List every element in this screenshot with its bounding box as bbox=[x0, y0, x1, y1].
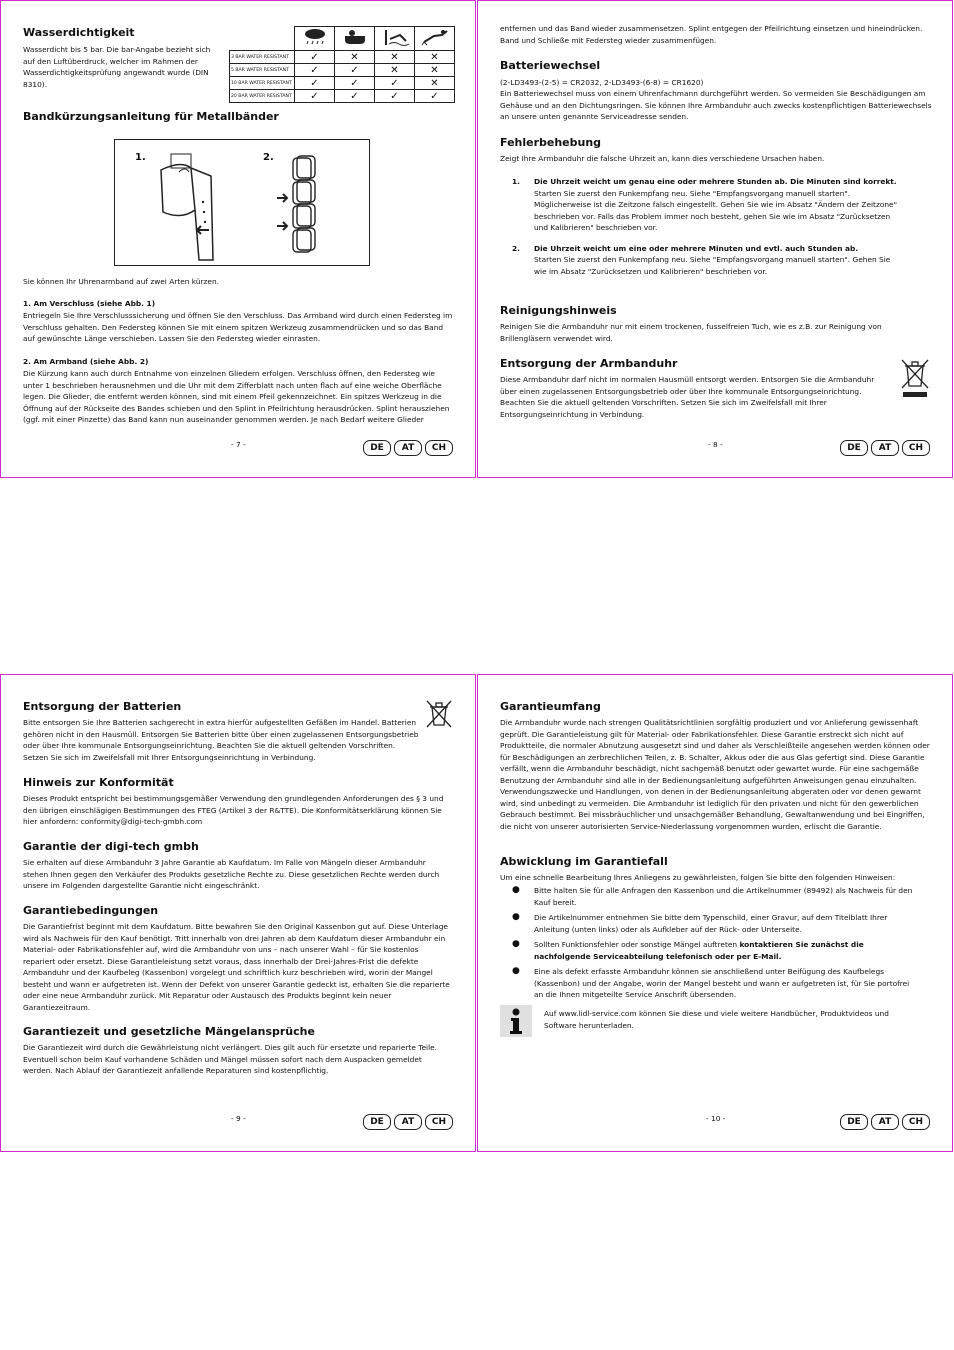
heading-entsorgung-batterien: Entsorgung der Batterien bbox=[23, 700, 182, 713]
subheading-verschluss: 1. Am Verschluss (siehe Abb. 1) bbox=[23, 299, 156, 308]
lang-badge-de: DE bbox=[840, 1114, 868, 1130]
heading-garantieumfang: Garantieumfang bbox=[500, 700, 601, 713]
verschluss-text: Entriegeln Sie Ihre Verschlusssicherung und öffnen Sie den Verschluss. Das Armband wird durch einen Federsteg im Verschluss gehalten. Den Federsteg können Sie mit einem spitzen Werkzeug zusammendrücken und so das Band auf gewünschte Länge verschieben. Lassen Sie den Federsteg wieder einrasten. bbox=[23, 311, 453, 343]
garantie-text: Sie erhalten auf diese Armbanduhr 3 Jahre Garantie ab Kaufdatum. Im Falle von Mängeln dieser Armbanduhr stehen Ihnen gegen den Verkäufer des Produkts gesetzliche Rechte zu. Diese gesetzlichen Rechte werden durch unsere im Folgenden dargestellte Garantie nicht eingeschränkt. bbox=[23, 858, 440, 890]
bath-icon bbox=[335, 27, 375, 51]
crossed-bin-icon bbox=[900, 356, 930, 398]
list-item: 2. Die Uhrzeit weicht um eine oder mehrere Minuten und evtl. auch Stunden ab. Starten Sie zuerst den Funkempfang neu. Siehe "Empfangsvorgang manuell starten". Gehen Sie wie im Absatz "Zurücksetzen und Kalibrieren" beschrieben vor. bbox=[512, 243, 891, 276]
figure-2-label: 2. bbox=[263, 152, 274, 163]
list-item: 1. Die Uhrzeit weicht um genau eine oder mehrere Stunden ab. Die Minuten sind korrekt. Starten Sie zuerst den Funkempfang neu. Siehe "Empfangsvorgang manuell starten". Möglicherweise ist die Zeitzone falsch eingestellt. Gehen Sie wie im Absatz "Ändern der Zeitzone" beschrieben vor. Falls das Problem immer noch besteht, gehen Sie wie im Absatz "Zurücksetzen und Kalibrieren" beschrieben vor. bbox=[512, 177, 897, 232]
lang-badge-de: DE bbox=[363, 440, 391, 456]
table-row: 3 BAR WATER RESISTANT ✓ ✕ ✕ ✕ bbox=[230, 51, 455, 64]
table-row: 10 BAR WATER RESISTANT ✓ ✓ ✓ ✕ bbox=[230, 77, 455, 90]
entsorgung-uhr-text: Diese Armbanduhr darf nicht im normalen Hausmüll entsorgt werden. Entsorgen Sie die Armbanduhr über einen zugelassenen Entsorgungsbetrieb oder über Ihre kommunale Entsorgungseinrichtung. Beachten Sie die aktuell geltenden Vorschriften. Setzen Sie sich im Zweifelsfall mit Ihrer Entsorgungseinrichtung in Verbindung. bbox=[500, 375, 875, 419]
rain-icon bbox=[295, 27, 335, 51]
intro-text: Sie können Ihr Uhrenarmband auf zwei Arten kürzen. bbox=[23, 277, 220, 286]
info-text: Auf www.lidl-service.com können Sie diese und viele weitere Handbücher, Produktvideos und Software herunterladen. bbox=[544, 1009, 889, 1030]
list-item: ● Sollten Funktionsfehler oder sonstige Mängel auftreten kontaktieren Sie zunächst die nachfolgende Serviceabteilung telefonisch oder per E-Mail. bbox=[512, 939, 864, 961]
page-number: - 10 - bbox=[706, 1114, 726, 1123]
abwicklung-list bbox=[500, 885, 920, 1005]
heading-garantiebedingungen: Garantiebedingungen bbox=[23, 904, 159, 917]
garantiezeit-text: Die Garantiezeit wird durch die Gewährleistung nicht verlängert. Dies gilt auch für ersetzte und reparierte Teile. Eventuell schon beim Kauf vorhandene Schäden und Mängel müssen sofort nach dem Auspacken gemeldet werden. Nach Ablauf der Garantiezeit anfallende Reparaturen sind kostenpflichtig. bbox=[23, 1043, 438, 1075]
band-illustration bbox=[114, 139, 370, 266]
info-icon bbox=[500, 1005, 532, 1037]
entsorgung-batterien-text: Bitte entsorgen Sie Ihre Batterien sachgerecht in extra hierfür aufgestellten Gefäßen im Handel. Batterien gehören nicht in den Hausmüll. Entsorgen Sie Batterien bitte über einen zugelassenen Entsorgungsbetrieb oder über Ihre kommunale Entsorgungseinrichtung. Beachten Sie die aktuell geltenden Vorschriften. Setzen Sie sich im Zweifelsfall mit Ihrer Entsorgungseinrichtung in Verbindung. bbox=[23, 718, 419, 762]
page-10 bbox=[477, 674, 953, 1152]
crossed-bin-icon bbox=[425, 699, 453, 729]
lang-badge-ch: CH bbox=[425, 1114, 453, 1130]
page-7 bbox=[0, 0, 476, 478]
heading-bandkuerzung: Bandkürzungsanleitung für Metallbänder bbox=[23, 110, 279, 123]
page-9 bbox=[0, 674, 476, 1152]
swimmer-icon bbox=[375, 27, 415, 51]
list-item: ● Die Artikelnummer entnehmen Sie bitte dem Typenschild, einer Gravur, auf dem Titelblatt Ihrer Anleitung (unten links) oder als Aufkleber auf der Rück- oder Unterseite. bbox=[512, 912, 888, 934]
diver-icon bbox=[415, 27, 455, 51]
language-badges bbox=[840, 440, 930, 456]
water-text: Wasserdicht bis 5 bar. Die bar-Angabe bezieht sich auf den Luftüberdruck, welcher im Rahmen der Wasserdichtigkeitsprüfung angewandt wurde (DIN 8310). bbox=[23, 45, 211, 89]
heading-garantie-digitech: Garantie der digi-tech gmbh bbox=[23, 840, 199, 853]
heading-garantiezeit: Garantiezeit und gesetzliche Mängelansprüche bbox=[23, 1025, 315, 1038]
reinigung-text: Reinigen Sie die Armbanduhr nur mit einem trockenen, fusselfreien Tuch, wie es z.B. zur Reinigung von Brillengläsern verwendet wird. bbox=[500, 322, 882, 343]
heading-wasserdichtigkeit: Wasserdichtigkeit bbox=[23, 26, 135, 39]
lang-badge-de: DE bbox=[363, 1114, 391, 1130]
page-number: - 7 - bbox=[231, 440, 246, 449]
garantiebedingungen-text: Die Garantiefrist beginnt mit dem Kaufdatum. Bitte bewahren Sie den Original Kassenbon gut auf. Diese Unterlage wird als Nachweis für den Kauf benötigt. Tritt innerhalb von drei Jahren ab dem Kaufdatum dieser Armbanduhr ein Material- oder Fabrikationsfehler auf, wird die Armbanduhr von uns – nach unserer Wahl – für Sie kostenlos repariert oder ersetzt. Diese Garantieleistung setzt voraus, dass innerhalb der Drei-Jahres-Frist die defekte Armbanduhr und der Kaufbeleg (Kassenbon) vorgelegt und schriftlich kurz beschrieben wird, worin der Mangel besteht und wann er aufgetreten ist. Wenn der Defekt von unserer Garantie gedeckt ist, erhalten Sie die reparierte oder eine neue Armbanduhr zurück. Mit Reparatur oder Austausch des Produkts beginnt kein neuer Garantiezeitraum. bbox=[23, 922, 450, 1012]
lang-badge-de: DE bbox=[840, 440, 868, 456]
battery-types: (2-LD3493-(2-5) = CR2032, 2-LD3493-(6-8) = CR1620) bbox=[500, 78, 704, 87]
list-item: ● Bitte halten Sie für alle Anfragen den Kassenbon und die Artikelnummer (89492) als Nachweis für den Kauf bereit. bbox=[512, 885, 913, 907]
water-resistance-table bbox=[229, 26, 455, 103]
lang-badge-at: AT bbox=[871, 1114, 899, 1130]
armband-text: Die Kürzung kann auch durch Entnahme von einzelnen Gliedern erfolgen. Verschluss öffnen, den Federsteg wie unter 1 beschrieben herausnehmen und die Uhr mit dem Zifferblatt nach unten flach auf eine weiche Oberfläche legen. Die Glieder, die entfernt werden können, sind mit einem Pfeil gekennzeichnet. Ein spitzes Werkzeug in die Öffnung auf der Rückseite des Bandes schieben und den Splint in Pfeilrichtung herausdrücken. Splint herausziehen (ggf. mit einer Pinzette) das Band kann nun auseinander genommen werden. Je nach Bedarf weitere Glieder bbox=[23, 369, 450, 424]
clasp-drawing bbox=[151, 150, 231, 262]
figure-1-label: 1. bbox=[135, 152, 146, 163]
subheading-armband: 2. Am Armband (siehe Abb. 2) bbox=[23, 357, 149, 366]
garantieumfang-text: Die Armbanduhr wurde nach strengen Qualitätsrichtlinien sorgfältig produziert und vor Anlieferung gewissenhaft geprüft. Die Garantieleistung gilt für Material- oder Fabrikationsfehler. Diese Garantie erstreckt sich nicht auf Produktteile, die normaler Abnutzung ausgesetzt sind und daher als Verschleißteile angesehen werden können oder für Beschädigungen an zerbrechlichen Teilen, z. B. Schalter, Akkus oder die aus Glas gefertigt sind. Diese Garantie verfällt, wenn die Armbanduhr beschädigt, nicht sachgemäß benutzt oder gewartet wurde. Für eine sachgemäße Benutzung der Armbanduhr sind alle in der Bedienungsanleitung aufgeführten Anweisungen genau einzuhalten. Verwendungszwecke und Handlungen, von denen in der Bedienungsanleitung abgeraten oder vor denen gewarnt wird, sind unbedingt zu vermeiden. Die Armbanduhr ist lediglich für den privaten und nicht für den gewerblichen Gebrauch bestimmt. Bei missbräuchlicher und unsachgemäßer Behandlung, Gewaltanwendung und bei Eingriffen, die nicht von unserer autorisierten Service-Niederlassung vorgenommen wurden, erlischt die Garantie. bbox=[500, 718, 930, 831]
lang-badge-at: AT bbox=[394, 440, 422, 456]
language-badges bbox=[840, 1114, 930, 1130]
heading-reinigung: Reinigungshinweis bbox=[500, 304, 617, 317]
lang-badge-ch: CH bbox=[425, 440, 453, 456]
heading-konformitaet: Hinweis zur Konformität bbox=[23, 776, 174, 789]
page-number: - 9 - bbox=[231, 1114, 246, 1123]
lang-badge-at: AT bbox=[394, 1114, 422, 1130]
band-links-drawing bbox=[275, 154, 335, 264]
language-badges bbox=[363, 440, 453, 456]
heading-entsorgung-uhr: Entsorgung der Armbanduhr bbox=[500, 357, 678, 370]
battery-text: Ein Batteriewechsel muss von einem Uhrenfachmann durchgeführt werden. So vermeiden Sie Beschädigungen am Gehäuse und an den Dichtungsringen. Sie können Ihre Armbanduhr auch zwecks kostenpflichtigen Batteriewechsels an unsere unten genannte Serviceadresse senden. bbox=[500, 89, 932, 121]
table-row: 5 BAR WATER RESISTANT ✓ ✓ ✕ ✕ bbox=[230, 64, 455, 77]
list-item: ● Eine als defekt erfasste Armbanduhr können sie anschließend unter Beifügung des Kaufbelegs (Kassenbon) und der Angabe, worin der Mangel besteht und wann er aufgetreten ist, für Sie portofrei an die Ihnen mitgeteilte Service Anschrift übersenden. bbox=[512, 966, 910, 999]
page-8 bbox=[477, 0, 953, 478]
lang-badge-ch: CH bbox=[902, 1114, 930, 1130]
fehler-list bbox=[500, 176, 900, 286]
page-number: - 8 - bbox=[708, 440, 723, 449]
fehler-intro: Zeigt Ihre Armbanduhr die falsche Uhrzeit an, kann dies verschiedene Ursachen haben. bbox=[500, 154, 825, 163]
heading-abwicklung: Abwicklung im Garantiefall bbox=[500, 855, 668, 868]
table-row: 20 BAR WATER RESISTANT ✓ ✓ ✓ ✓ bbox=[230, 90, 455, 103]
heading-batteriewechsel: Batteriewechsel bbox=[500, 59, 601, 72]
lang-badge-ch: CH bbox=[902, 440, 930, 456]
lang-badge-at: AT bbox=[871, 440, 899, 456]
konformitaet-text: Dieses Produkt entspricht bei bestimmungsgemäßer Verwendung den grundlegenden Anforderungen des § 3 und den übrigen einschlägigen Bestimmungen des FTEG (Artikel 3 der R&TTE). Die Konformitätserklärung können Sie hier anfordern: conformity@digi-tech-gmbh.com bbox=[23, 794, 444, 826]
language-badges bbox=[363, 1114, 453, 1130]
continued-text: entfernen und das Band wieder zusammensetzen. Splint entgegen der Pfeilrichtung einsetzen und hineindrücken. Band und Schließe mit Federsteg wieder zusammenfügen. bbox=[500, 24, 923, 45]
heading-fehlerbehebung: Fehlerbehebung bbox=[500, 136, 602, 149]
abwicklung-intro: Um eine schnelle Bearbeitung Ihres Anliegens zu gewährleisten, folgen Sie bitte den folgenden Hinweisen: bbox=[500, 873, 896, 882]
